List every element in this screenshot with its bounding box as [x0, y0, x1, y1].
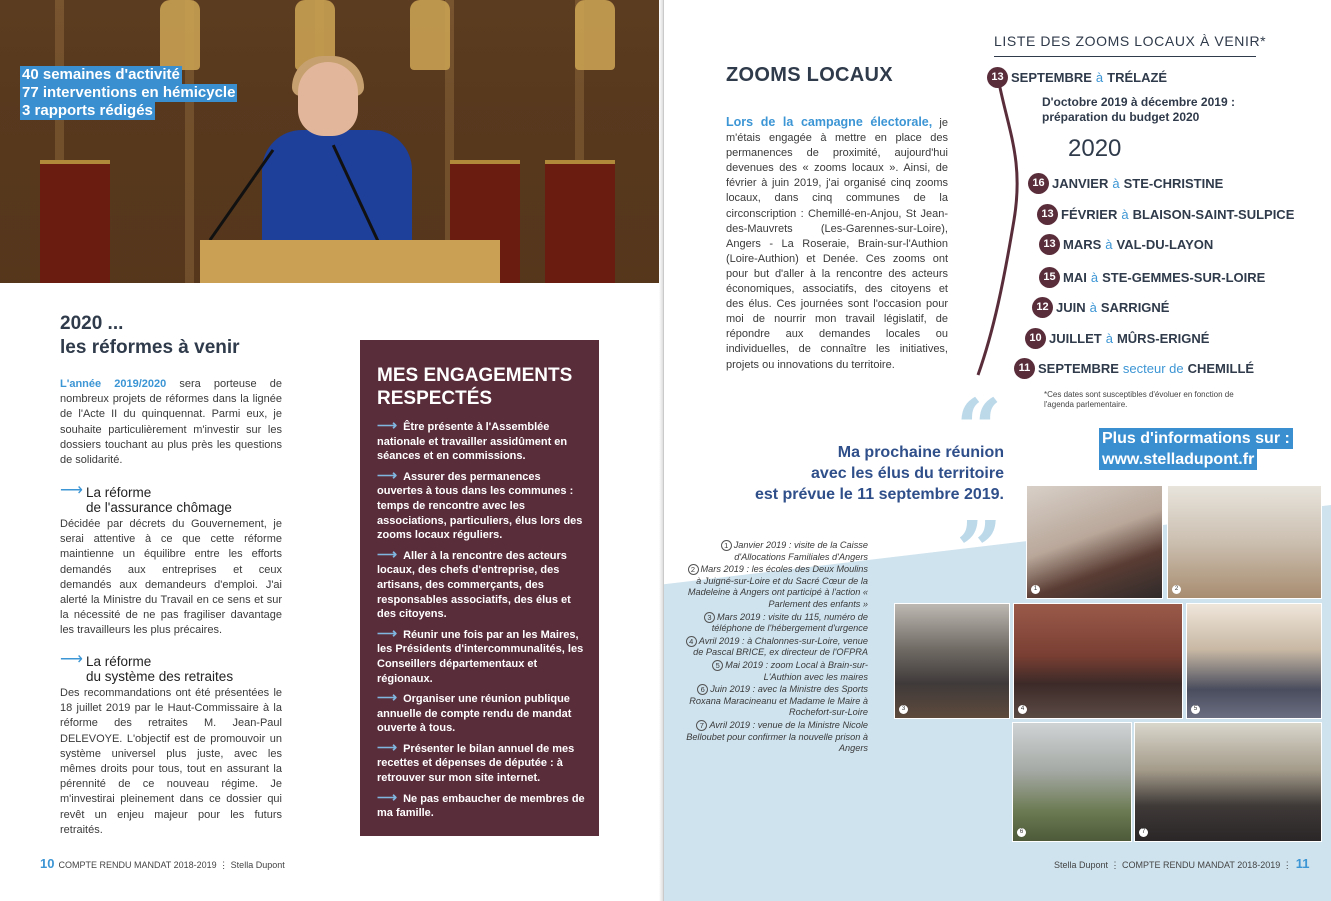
past-event [684, 720, 868, 755]
zooms-body: je m'étais engagée à mettre en place des permanences de proximité, aujourd'hui devenues des « zooms locaux ». Ainsi, de février à juin 2019, j'ai organisé cinq zooms locaux, dans cinq communes de la circonscription : Chemillé-en-Anjou, St Jean-des-Mauvrets (Les-Garennes-sur-Loire), Angers - La Roseraie, Brain-sur-l'Authion (Loire-Authion) et Denée. Ces zooms ont pour but d'aller à la rencontre des acteurs économiques, associatifs, des citoyens et des élus. Ces journées sont l'occasion pour moi de nourrir mon travail législatif, de répondre aux demandes locales ou individuelles, de connaître les initiatives, projets ou innovations du territoire. [726, 117, 948, 371]
left-page [0, 0, 664, 901]
page-number-left: 10 [40, 856, 55, 871]
photo-justice-minister [1134, 722, 1322, 842]
arrow-right-icon: ⟶ [377, 417, 398, 433]
zooms-list-rule [994, 56, 1256, 57]
day-badge: 13 [1037, 204, 1058, 225]
past-event [684, 684, 868, 719]
quote-line3: est prévue le 11 septembre 2019. [754, 486, 1004, 503]
zoom-event [1025, 328, 1209, 349]
event-number-icon: 7 [696, 720, 707, 731]
arrow-right-icon: ⟶ [377, 466, 398, 483]
more-info-label: Plus d'informations sur : [1099, 428, 1293, 449]
photo-caf-visit [1026, 485, 1163, 599]
photo-number: 5 [1191, 705, 1200, 714]
photo-chalonnes-meeting [1013, 603, 1183, 719]
engagement-text: Organiser une réunion publique annuelle de compte rendu de mandat ouverte à tous. [377, 693, 572, 735]
zooms-heading: ZOOMS LOCAUX [726, 64, 893, 86]
engagements-title-line2: RESPECTÉS [377, 388, 493, 409]
event-connector: à [1105, 331, 1113, 346]
day-badge: 10 [1025, 328, 1046, 349]
event-connector: à [1121, 207, 1129, 222]
event-month: MARS [1063, 237, 1102, 252]
event-number-icon: 4 [686, 636, 697, 647]
past-event-text: Juin 2019 : avec la Ministre des Sports Roxana Maracineanu et Madame le Maire à Rochefort-sur-Loire [689, 684, 868, 718]
page-number-right: 11 [1295, 856, 1310, 871]
engagements-title-line1: MES ENGAGEMENTS [377, 365, 573, 386]
event-connector: à [1105, 237, 1113, 252]
photo-number: 2 [1172, 585, 1181, 594]
arrow-right-icon: ⟶ [377, 689, 398, 706]
intro-lead: L'année 2019/2020 [60, 378, 167, 390]
subheading-retraites-line2: du système des retraites [86, 669, 234, 684]
arrow-right-icon: ⟶ [377, 788, 398, 805]
timeline-curve [964, 70, 1024, 390]
engagement-item [377, 790, 585, 821]
reforms-heading-line1: 2020 ... [60, 313, 124, 334]
engagement-item [377, 626, 585, 686]
event-place: STE-GEMMES-SUR-LOIRE [1102, 270, 1266, 285]
stat-reports: 3 rapports rédigés [22, 102, 153, 119]
hero-stats [20, 66, 237, 120]
event-month: FÉVRIER [1061, 207, 1118, 222]
arrow-right-icon: ⟶ [60, 651, 83, 668]
engagement-text: Assurer des permanences ouvertes à tous dans les communes : temps de rencontre avec les associations, particuliers, élus lors des zooms locaux réguliers. [377, 470, 583, 542]
zooms-list-title: LISTE DES ZOOMS LOCAUX À VENIR* [994, 33, 1267, 49]
budget-note [1042, 95, 1235, 125]
website-link[interactable]: www.stelladupont.fr [1099, 449, 1257, 470]
subheading-chomage-line2: de l'assurance chômage [86, 500, 232, 515]
engagement-text: Présenter le bilan annuel de mes recettes et dépenses de députée : à retrouver sur mon site internet. [377, 742, 575, 785]
engagements-title [377, 364, 585, 410]
arrow-right-icon: ⟶ [60, 482, 83, 499]
past-event-text: Avril 2019 : venue de la Ministre Nicole Belloubet pour confirmer la nouvelle prison à Angers [686, 719, 868, 754]
stat-weeks: 40 semaines d'activité [22, 66, 180, 83]
event-connector: à [1095, 70, 1104, 85]
engagement-item [377, 418, 585, 464]
event-month: JANVIER [1052, 176, 1109, 191]
subheading-chomage-line1: La réforme [86, 485, 152, 500]
engagement-item [377, 740, 585, 786]
photo-zoom-brain [1186, 603, 1322, 719]
photo-sports-minister [1012, 722, 1132, 842]
day-badge: 12 [1032, 297, 1053, 318]
event-number-icon: 3 [704, 612, 715, 623]
engagement-item [377, 547, 585, 622]
photo-school-parliament [1167, 485, 1322, 599]
photo-115-visit [894, 603, 1010, 719]
past-event-text: Mars 2019 : les écoles des Deux Moulins à Juigné-sur-Loire et du Sacré Cœur de la Madeleine à Angers ont participé à l'action « Parlement des enfants » [687, 564, 868, 609]
photo-number: 6 [1017, 828, 1026, 837]
quote-line1: Ma prochaine réunion [837, 444, 1004, 461]
footnote: *Ces dates sont susceptibles d'évoluer en fonction de l'agenda parlementaire. [1044, 390, 1234, 409]
event-connector: à [1090, 270, 1099, 285]
stat-interventions: 77 interventions en hémicycle [22, 84, 236, 101]
past-event [684, 540, 868, 563]
footer-left-text: COMPTE RENDU MANDAT 2018-2019 ⋮ Stella Dupont [58, 860, 285, 870]
zoom-event [1028, 173, 1223, 194]
zoom-event [1037, 204, 1294, 225]
subheading-retraites [60, 651, 234, 684]
arrow-right-icon: ⟶ [377, 738, 398, 755]
assembly-photo [0, 0, 662, 283]
budget-line2: préparation du budget 2020 [1042, 110, 1200, 124]
quote-text [734, 442, 1004, 505]
engagement-text: Être présente à l'Assemblée nationale et travailler assidûment en séances et en commissions. [377, 421, 568, 463]
reforms-heading [60, 312, 240, 360]
reforms-heading-line2: les réformes à venir [60, 337, 240, 358]
zoom-event [1032, 297, 1169, 318]
day-badge: 15 [1039, 267, 1060, 288]
arrow-right-icon: ⟶ [377, 624, 398, 641]
quote-line2: avec les élus du territoire [811, 465, 1004, 482]
open-quote-icon: “ [956, 381, 1003, 475]
past-event [684, 612, 868, 635]
event-connector: à [1112, 176, 1120, 191]
photo-number: 4 [1018, 705, 1027, 714]
engagements-list [377, 418, 585, 821]
event-place: SARRIGNÉ [1100, 300, 1170, 315]
engagement-text: Aller à la rencontre des acteurs locaux, des chefs d'entreprise, des artisans, des commerçants, des responsables associatifs, des élus et des citoyens. [377, 549, 571, 621]
intro-text: sera porteuse de nombreux projets de réformes dans la lignée de l'Acte II du quinquennat. Parmi eux, je souhaite particulièrement m'investir sur les dossiers touchant au plus près les questions de solidarité. [60, 378, 282, 467]
engagement-item [377, 690, 585, 736]
event-number-icon: 2 [688, 564, 699, 575]
day-badge: 13 [987, 67, 1008, 88]
event-place: TRÉLAZÉ [1107, 70, 1168, 85]
photo-number: 7 [1139, 828, 1148, 837]
engagement-text: Ne pas embaucher de membres de ma famille. [377, 792, 585, 820]
arrow-right-icon: ⟶ [377, 545, 398, 562]
event-month: SEPTEMBRE [1038, 361, 1119, 376]
zoom-event [1039, 234, 1213, 255]
past-event [684, 660, 868, 683]
reforms-intro [60, 377, 282, 468]
event-place: MÛRS-ERIGNÉ [1116, 331, 1210, 346]
photo-number: 3 [899, 705, 908, 714]
right-page [664, 0, 1331, 901]
event-place: CHEMILLÉ [1187, 361, 1255, 376]
budget-line1: D'octobre 2019 à décembre 2019 : [1042, 95, 1235, 109]
event-connector: secteur de [1122, 361, 1184, 376]
more-info [1099, 428, 1293, 470]
past-events-list [684, 540, 868, 756]
event-number-icon: 5 [712, 660, 723, 671]
zooms-lead: Lors de la campagne électorale, [726, 115, 933, 129]
past-event-text: Janvier 2019 : visite de la Caisse d'Allocations Familiales d'Angers [733, 540, 868, 562]
subheading-chomage [60, 482, 232, 515]
engagement-text: Réunir une fois par an les Maires, les Présidents d'intercommunalités, les Conseillers départementaux et régionaux. [377, 628, 584, 685]
zoom-event-first [987, 67, 1167, 88]
subheading-retraites-line1: La réforme [86, 654, 152, 669]
day-badge: 13 [1039, 234, 1060, 255]
footer-right-text: Stella Dupont ⋮ COMPTE RENDU MANDAT 2018-2019 ⋮ [1054, 860, 1292, 870]
event-month: JUIN [1056, 300, 1086, 315]
past-event [684, 564, 868, 610]
event-place: VAL-DU-LAYON [1116, 237, 1214, 252]
event-number-icon: 1 [721, 540, 732, 551]
past-event-text: Mai 2019 : zoom Local à Brain-sur-L'Authion avec les maires [725, 659, 868, 682]
engagement-item [377, 468, 585, 543]
day-badge: 16 [1028, 173, 1049, 194]
footer-left [40, 856, 285, 871]
event-month: JUILLET [1049, 331, 1102, 346]
zoom-event [1014, 358, 1254, 379]
event-month: MAI [1063, 270, 1087, 285]
event-connector: à [1089, 300, 1097, 315]
past-event-text: Mars 2019 : visite du 115, numéro de téléphone de l'hébergement d'urgence [711, 611, 868, 634]
event-place: STE-CHRISTINE [1123, 176, 1224, 191]
chomage-text: Décidée par décrets du Gouvernement, je serai attentive à ce que cette réforme maintienne un équilibre entre les efforts demandés aux entreprises et ceux demandés aux demandeurs d'emploi. J'ai alerté la Ministre du Travail en ce sens et sur la nécessité de ne pas fragiliser davantage les travailleurs les plus précaires. [60, 518, 282, 637]
event-number-icon: 6 [697, 684, 708, 695]
retraites-text: Des recommandations ont été présentées le 18 juillet 2019 par le Haut-Commissaire à la réforme des retraites M. Jean-Paul DELEVOYE. L'objectif est de promouvoir un système universel plus juste, avec les mêmes droits pour tous, tout en assurant la pérennité de ce nouveau régime. Je m'investirai pleinement dans ce dossier qui revêt un enjeu majeur pour les futurs retraités. [60, 687, 282, 836]
zooms-text [726, 115, 948, 373]
year-label: 2020 [1068, 135, 1122, 162]
photo-number: 1 [1031, 585, 1040, 594]
past-event-text: Avril 2019 : à Chalonnes-sur-Loire, venue de Pascal BRICE, ex directeur de l'OFPRA [693, 635, 868, 658]
footer-right [1054, 856, 1310, 871]
event-month: SEPTEMBRE [1011, 70, 1092, 85]
past-event [684, 636, 868, 659]
event-place: BLAISON-SAINT-SULPICE [1132, 207, 1295, 222]
engagements-box [360, 340, 599, 836]
zoom-event [1039, 267, 1265, 288]
day-badge: 11 [1014, 358, 1035, 379]
close-quote-icon: ” [956, 503, 1003, 597]
